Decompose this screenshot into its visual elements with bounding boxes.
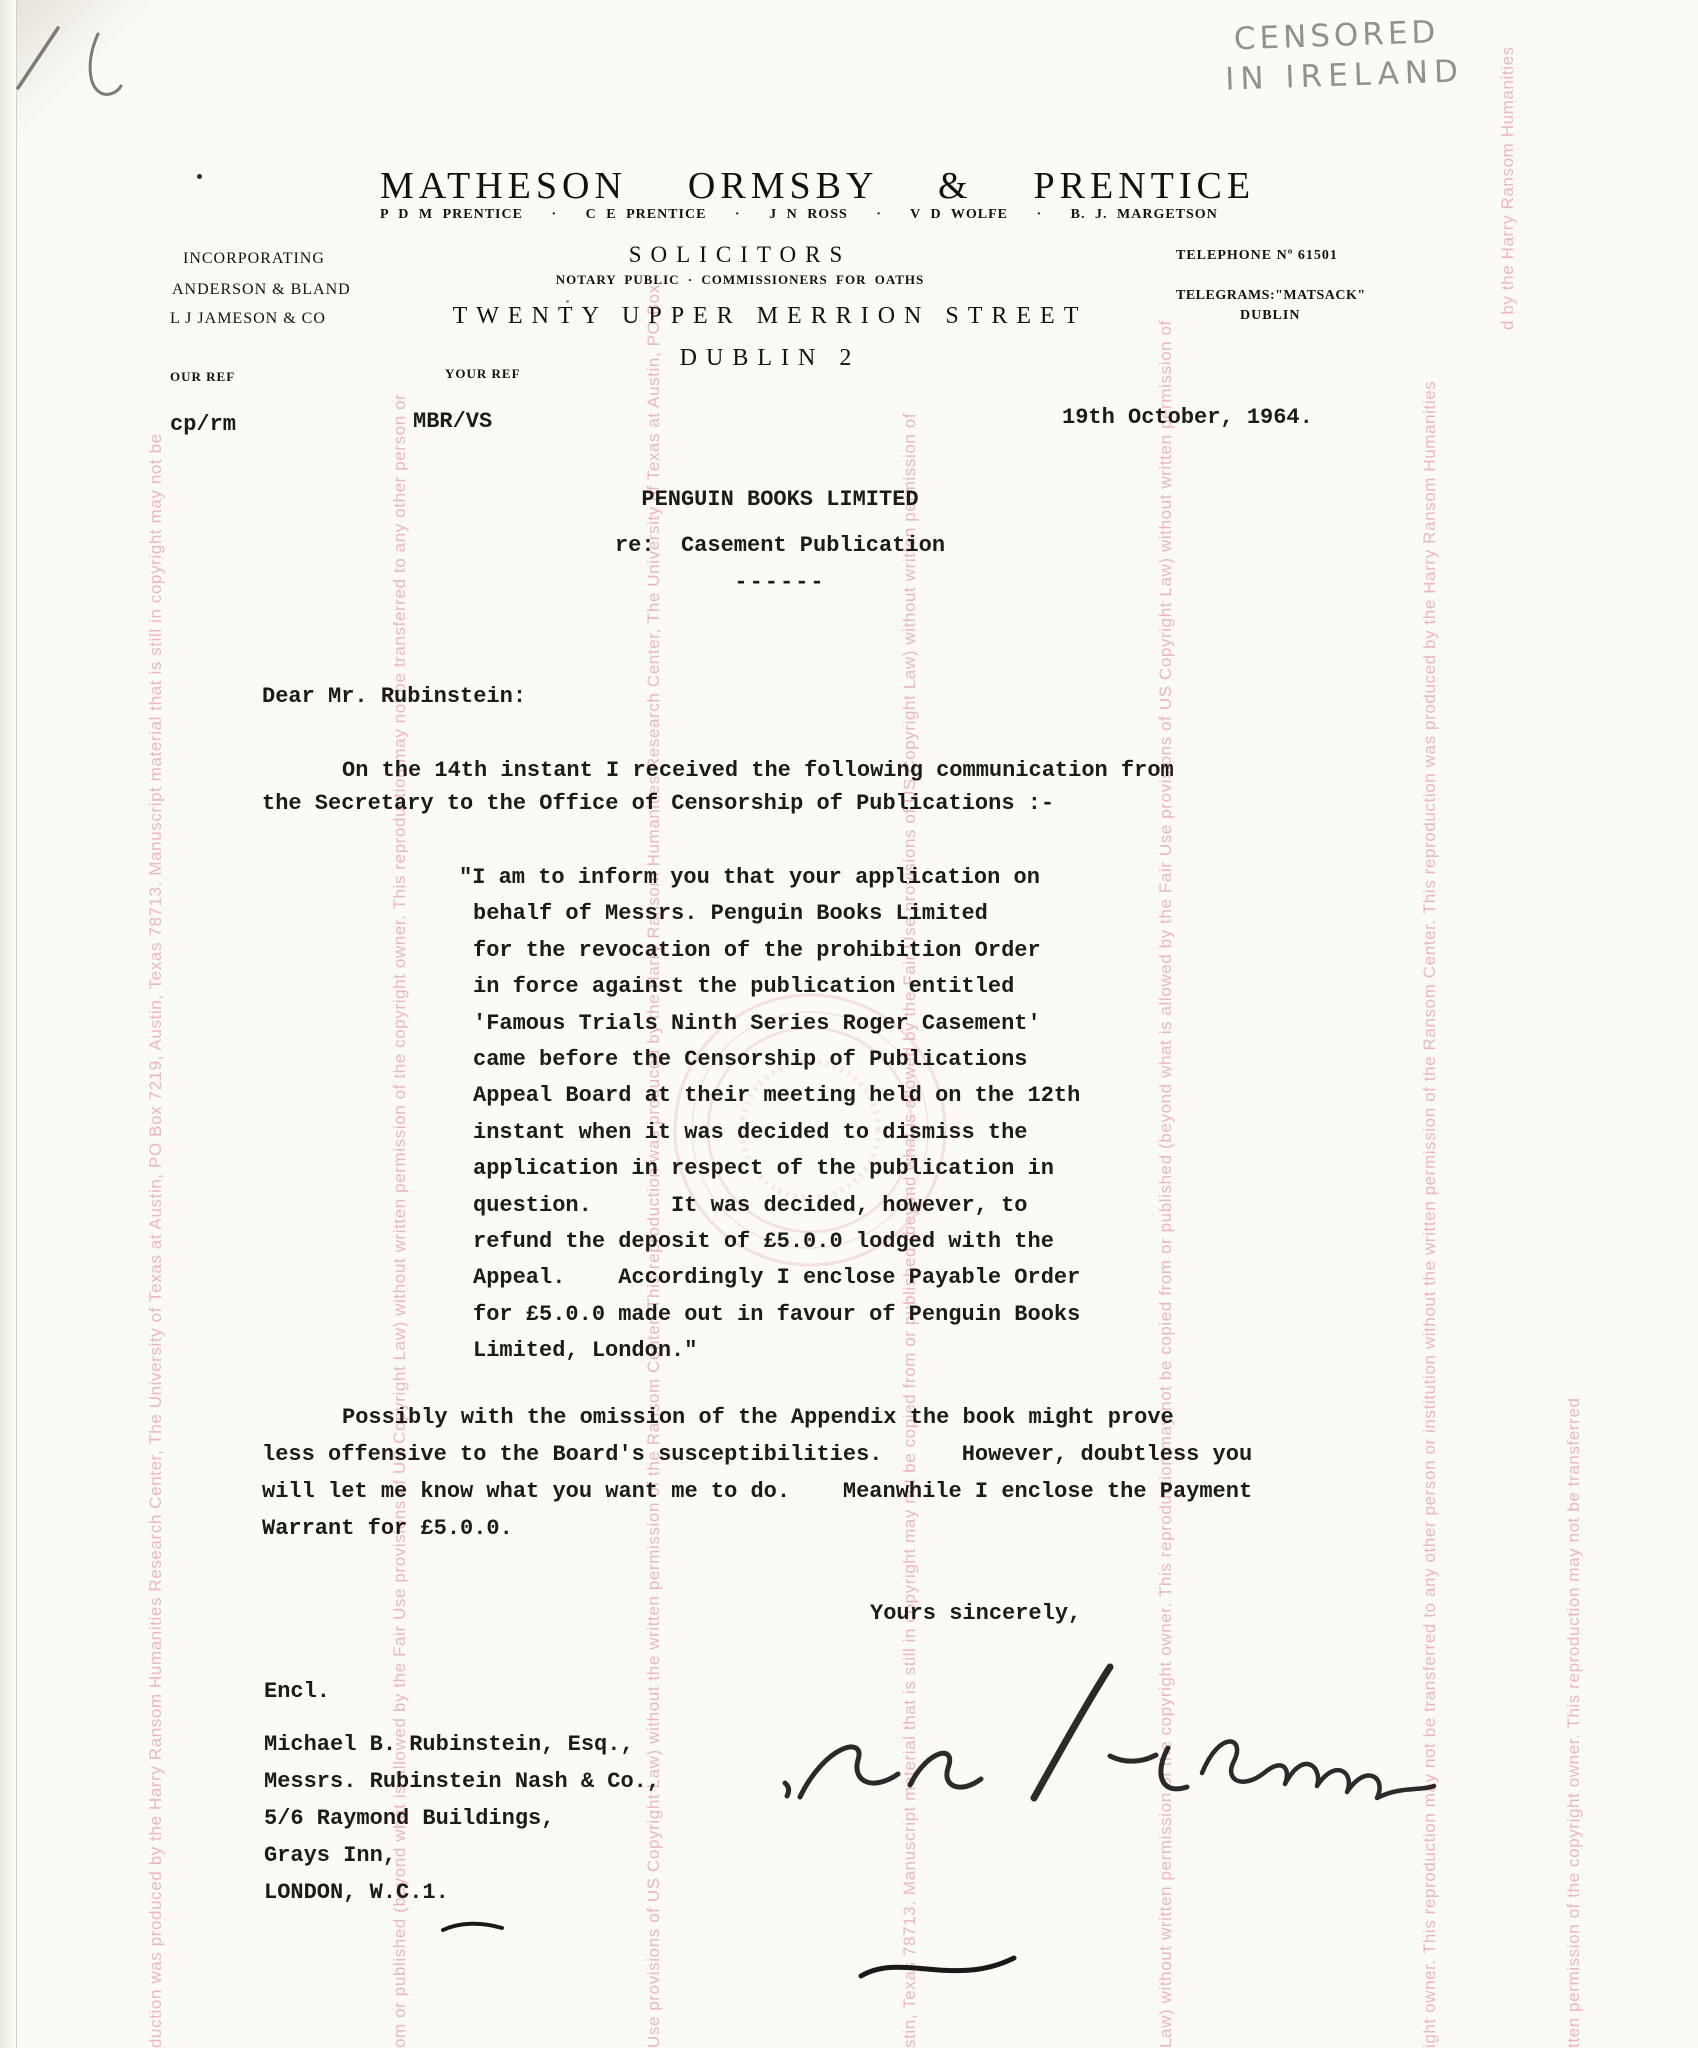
incorporating-firm-1: ANDERSON & BLAND	[172, 281, 351, 298]
partners-line: P D M PRENTICE · C E PRENTICE · J N ROSS · V D WOLFE · B. J. MARGETSON	[380, 207, 1218, 222]
watermark-column: d by the Harry Ransom Humanities	[1498, 46, 1517, 330]
incorporating-label: INCORPORATING	[183, 250, 325, 267]
censored-annotation-line2: IN IRELAND	[1224, 53, 1465, 98]
your-ref-label: YOUR REF	[445, 366, 521, 381]
salutation: Dear Mr. Rubinstein:	[262, 684, 527, 709]
signature	[770, 1645, 1450, 1870]
your-ref-value: MBR/VS	[413, 409, 493, 434]
street-address: TWENTY UPPER MERRION STREET	[452, 303, 1088, 329]
firm-name: MATHESON ORMSBY & PRENTICE	[380, 165, 1256, 207]
paragraph-2: Possibly with the omission of the Appendix the book might prove less offensive to the Board's susceptibilities. However, doubtless you will let me know what you want me to do. Meanwhile I enclose the Payment Warrant for £5.0.0.	[262, 1405, 1253, 1541]
telegrams-city: DUBLIN	[1240, 308, 1301, 323]
notary-line: NOTARY PUBLIC · COMMISSIONERS FOR OATHS	[555, 272, 925, 287]
profession-line: SOLICITORS	[628, 242, 852, 267]
subject-underline: ------	[734, 570, 826, 595]
pencil-check-marks	[0, 8, 140, 118]
signature-underline-flourish	[856, 1944, 1026, 1999]
our-ref-label: OUR REF	[170, 369, 236, 384]
pen-dash	[438, 1916, 508, 1940]
telephone-line: TELEPHONE Nº 61501	[1176, 248, 1338, 263]
letter-date: 19th October, 1964.	[1062, 405, 1313, 430]
ink-speck	[197, 174, 202, 179]
watermark-column: duction was produced by the Harry Ransom Humanities Research Center, The University of Texas at Austin, PO Box 7219, Austin, Texas 78713. Manuscript material that is still in copyright may not be	[146, 433, 165, 2048]
subject-company: PENGUIN BOOKS LIMITED	[641, 487, 919, 512]
enclosure-note: Encl.	[264, 1679, 331, 1704]
recipient-address: Michael B. Rubinstein, Esq., Messrs. Rubinstein Nash & Co., 5/6 Raymond Buildings, Grays Inn, LONDON, W.C.1.	[264, 1732, 661, 1905]
watermark-column: stin, Texas 78713. Manuscript material that is still in copyright may not be copied from or published (beyond what is allowed by the Fair Use provisions of US Copyright Law) without written permission of	[900, 412, 919, 2048]
paper-left-fold-edge	[0, 0, 17, 2048]
quoted-communication: "I am to inform you that your application on behalf of Messrs. Penguin Books Limited for the revocation of the prohibition Order in force against the publication entitled 'Famous Trials Ninth Series Roger Casement' came before the Censorship of Publications Appeal Board at their meeting held on the 12th instant when it was decided to dismiss the application in respect of the publication in question. It was decided, however, to refund the deposit of £5.0.0 lodged with the Appeal. Accordingly I enclose Payable Order for £5.0.0 made out in favour of Penguin Books Limited, London."	[459, 865, 1081, 1364]
watermark-column: tten permission of the copyright owner. This reproduction may not be transferred	[1564, 1397, 1583, 2048]
watermark-column: om or published (beyond what is allowed by the Fair Use provisions of US Copyright Law) without written permission of the copyright owner. This reproduction may not be transferred to any other person or	[390, 393, 409, 2048]
city-address: DUBLIN 2	[679, 345, 861, 371]
watermark-column: ight owner. This reproduction may not be transferred to any other person or institution without the written permission of the Ransom Center. This reproduction was produced by the Harry Ransom Humanities	[1420, 380, 1439, 2048]
watermark-column: Law) without written permission of the copyright owner. This reproduction may not be copied from or published (beyond what is allowed by the Fair Use provisions of US Copyright Law) without written permission of	[1156, 320, 1175, 2048]
closing-line: Yours sincerely,	[870, 1601, 1082, 1626]
subject-re-line: re: Casement Publication	[614, 533, 946, 558]
telegrams-line: TELEGRAMS:"MATSACK"	[1176, 288, 1366, 303]
our-ref-value: cp/rm	[170, 412, 237, 437]
paragraph-1: On the 14th instant I received the following communication from the Secretary to the Office of Censorship of Publications :-	[262, 758, 1174, 816]
watermark-column: Use provisions of US Copyright Law) without the written permission of the Ransom Center. This reproduction was produced by the Harry Ransom Humanities Research Center, The University of Texas at Austin, PO Box	[644, 284, 663, 2048]
censored-annotation-line1: CENSORED	[1233, 14, 1440, 58]
incorporating-firm-2: L J JAMESON & CO	[170, 310, 326, 327]
